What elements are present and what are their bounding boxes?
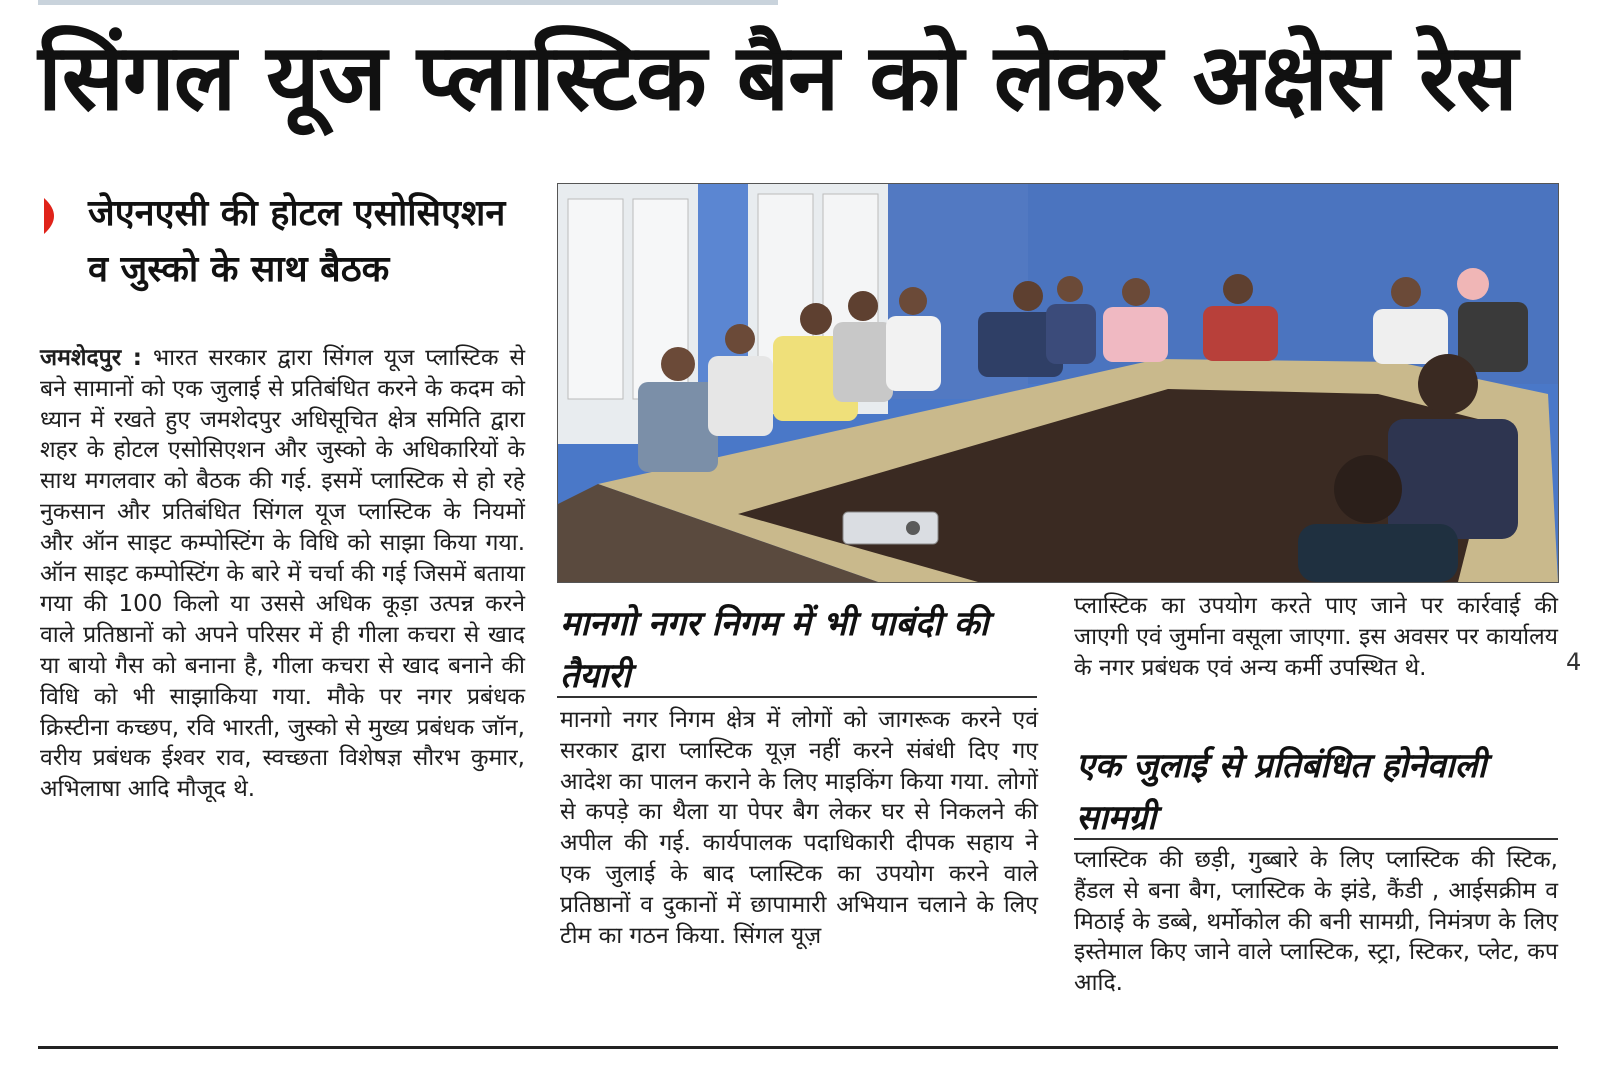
- heading-divider: [557, 696, 1037, 698]
- section-heading-mango: मानगो नगर निगम में भी पाबंदी की तैयारी: [560, 604, 989, 696]
- dateline: जमशेदपुर :: [40, 345, 142, 371]
- article-text-3-continued: प्लास्टिक का उपयोग करते पाए जाने पर कार्रवाई की जाएगी एवं जुर्माना वसूला जाएगा. इस अवसर पर कार्यालय के नगर प्रबंधक एवं अन्य कर्मी उपस्थित थे.: [1074, 593, 1558, 681]
- article-text-2: मानगो नगर निगम क्षेत्र में लोगों को जागरूक करने एवं सरकार द्वारा प्लास्टिक यूज़ नहीं करने संबंधी दिए गए आदेश का पालन कराने के लिए माइकिंग किया गया. लोगों से कपड़े का थैला या पेपर बैग लेकर घर से निकलने की अपील की गई. कार्यपालक पदाधिकारी दीपक सहाय ने एक जुलाई के बाद प्लास्टिक का उपयोग करने वाले प्रतिष्ठानों व दुकानों में छापामारी अभियान चलाने के लिए टीम का गठन किया. सिंगल यूज़: [560, 707, 1038, 949]
- page-number: 4: [1566, 648, 1582, 676]
- red-bullet-icon: [40, 198, 64, 234]
- meeting-photo: [557, 183, 1559, 583]
- sub-headline: जेएनएसी की होटल एसोसिएशन व जुस्को के साथ बैठक: [88, 193, 506, 290]
- page-headline: सिंगल यूज प्लास्टिक बैन को लेकर अक्षेस रेस: [38, 24, 1517, 131]
- banned-items-text: प्लास्टिक की छड़ी, गुब्बारे के लिए प्लास्टिक की स्टिक, हैंडल से बना बैग, प्लास्टिक के झंडे, कैंडी , आईसक्रीम व मिठाई के डब्बे, थर्मोकोल की बनी सामग्री, निमंत्रण के लिए इस्तेमाल किए जाने वाले प्लास्टिक, स्ट्रा, स्टिकर, प्लेट, कप आदि.: [1074, 847, 1558, 997]
- article-column-1: [40, 343, 525, 805]
- article-text-1: भारत सरकार द्वारा सिंगल यूज प्लास्टिक से बने सामानों को एक जुलाई से प्रतिबंधित करने के कदम को ध्यान में रखते हुए जमशेदपुर अधिसूचित क्षेत्र समिति द्वारा शहर के होटल एसोसिएशन और जुस्को के अधिकारियों के साथ मगलवार को बैठक की गई. इसमें प्लास्टिक से हो रहे नुकसान और प्रतिबंधित सिंगल यूज प्लास्टिक के नियमों और ऑन साइट कम्पोस्टिंग के विधि को साझा किया गया. ऑन साइट कम्पोस्टिंग के बारे में चर्चा की गई जिसमें बताया गया की 100 किलो या उससे अधिक कूड़ा उत्पन्न करने वाले प्रतिष्ठानों को अपने परिसर में ही गीला कचरा से खाद या बायो गैस को बनाना है, गीला कचरा से खाद बनाने की विधि को भी साझाकिया गया. मौके पर नगर प्रबंधक क्रिस्टीना कच्छप, रवि भारती, जुस्को से मुख्य प्रबंधक जॉन, वरीय प्रबंधक ईश्वर राव, स्वच्छता विशेषज्ञ सौरभ कुमार, अभिलाषा आदि मौजूद थे.: [40, 345, 525, 803]
- heading-divider: [1074, 838, 1558, 840]
- bottom-rule: [38, 1046, 1558, 1049]
- top-border-bar: [38, 0, 778, 5]
- section-heading-banned-items: एक जुलाई से प्रतिबंधित होनेवाली सामग्री: [1076, 746, 1487, 838]
